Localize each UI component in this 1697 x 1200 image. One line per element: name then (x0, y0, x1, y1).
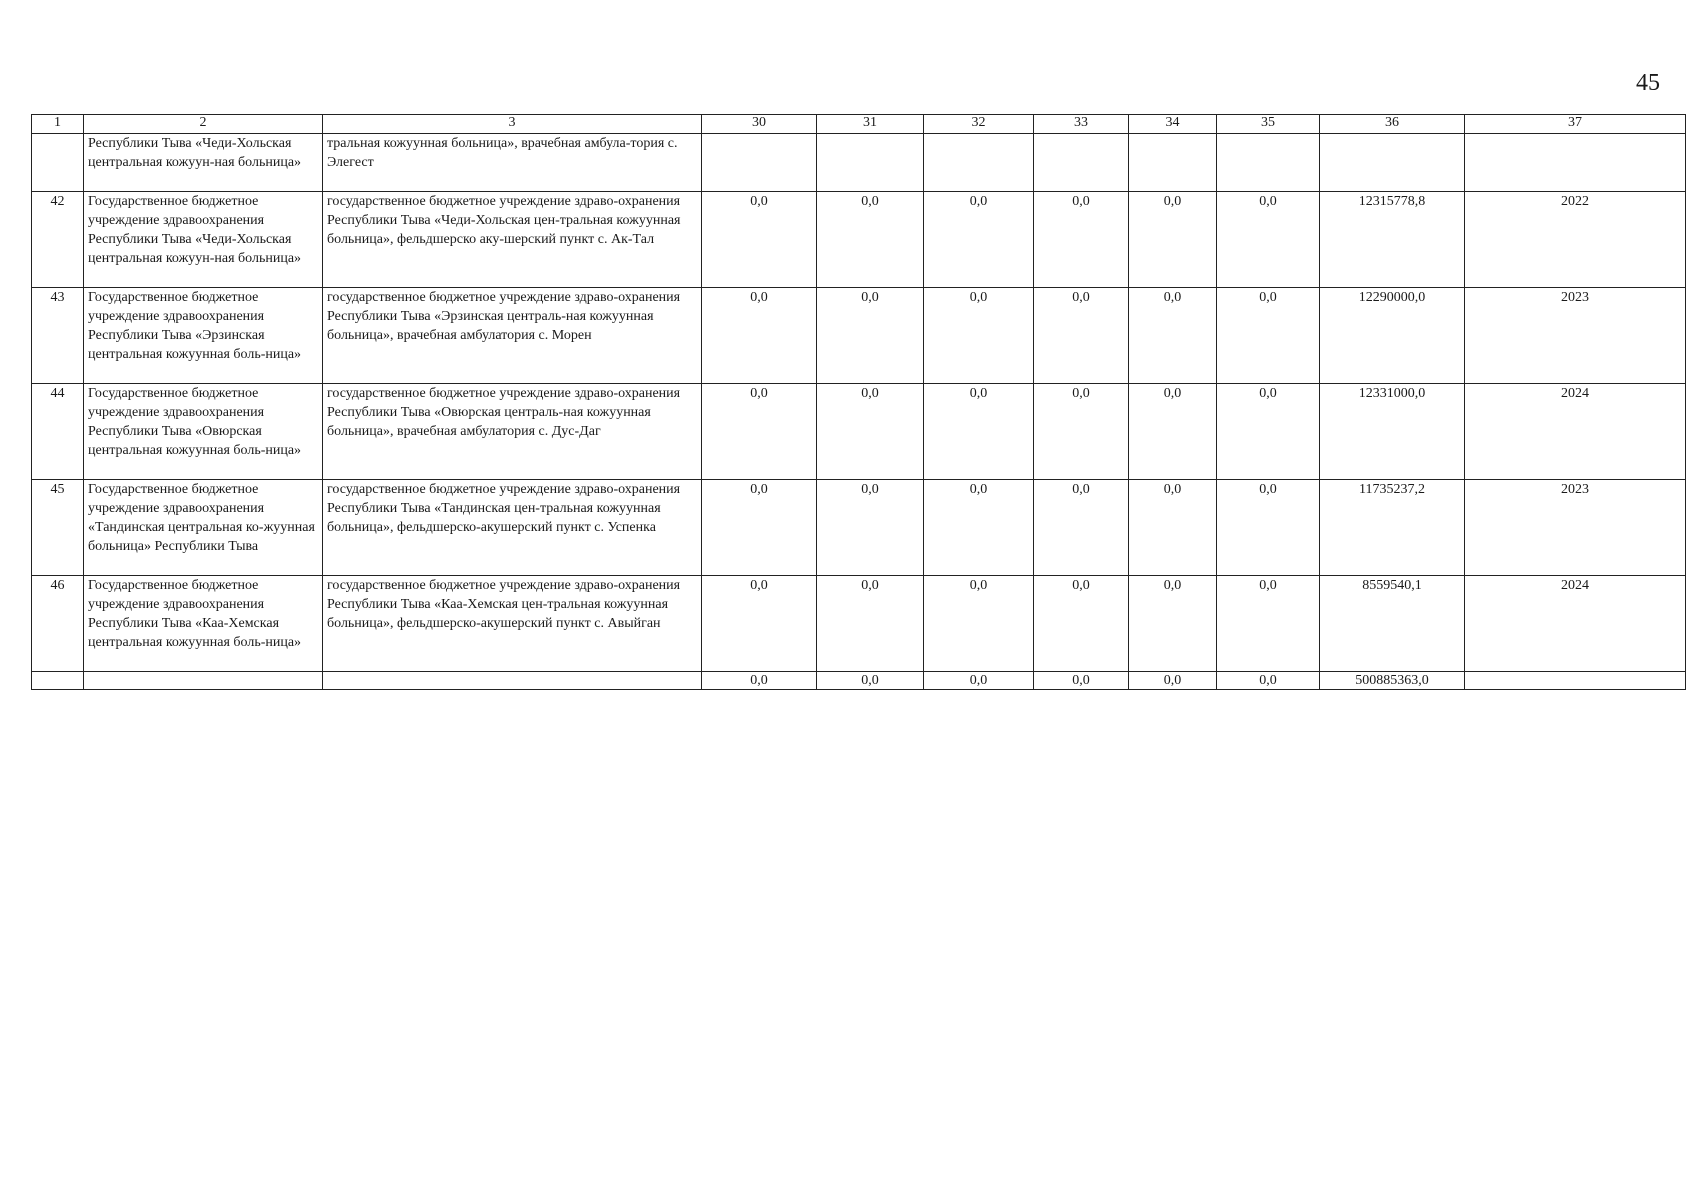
value-cell-col-33: 0,0 (1034, 192, 1129, 288)
value-cell-col-32: 0,0 (924, 480, 1034, 576)
value-cell-col-36: 500885363,0 (1320, 672, 1465, 690)
value-cell-col-30: 0,0 (702, 192, 817, 288)
value-cell-col-35: 0,0 (1217, 576, 1320, 672)
value-cell-col-33: 0,0 (1034, 480, 1129, 576)
value-cell-col-30: 0,0 (702, 288, 817, 384)
value-cell-col-32: 0,0 (924, 192, 1034, 288)
value-cell-col-30: 0,0 (702, 672, 817, 690)
facility-description (323, 672, 702, 690)
facility-description: государственное бюджетное учреждение здраво-охранения Республики Тыва «Чеди-Хольская цен-тральная кожуунная больница», фельдшерско аку-шерский пункт с. Ак-Тал (323, 192, 702, 288)
value-cell-col-31: 0,0 (817, 576, 924, 672)
value-cell-col-34: 0,0 (1129, 576, 1217, 672)
facility-description: государственное бюджетное учреждение здраво-охранения Республики Тыва «Овюрская централь-ная кожуунная больница», врачебная амбулатория с. Дус-Даг (323, 384, 702, 480)
value-cell-col-33: 0,0 (1034, 384, 1129, 480)
data-table (31, 114, 1686, 690)
institution-name: Государственное бюджетное учреждение здравоохранения Республики Тыва «Эрзинская центральная кожуунная боль-ница» (84, 288, 323, 384)
column-header-35: 35 (1217, 115, 1320, 134)
row-number: 45 (32, 480, 84, 576)
facility-description: государственное бюджетное учреждение здраво-охранения Республики Тыва «Эрзинская централь-ная кожуунная больница», врачебная амбулатория с. Морен (323, 288, 702, 384)
institution-name: Государственное бюджетное учреждение здравоохранения Республики Тыва «Овюрская центральная кожуунная боль-ница» (84, 384, 323, 480)
value-cell-col-36: 12315778,8 (1320, 192, 1465, 288)
facility-description: тральная кожуунная больница», врачебная амбула-тория с. Элегест (323, 134, 702, 192)
table-row (32, 134, 1686, 192)
table-row (32, 576, 1686, 672)
value-cell-col-35: 0,0 (1217, 288, 1320, 384)
value-cell-col-35: 0,0 (1217, 384, 1320, 480)
institution-name: Государственное бюджетное учреждение здравоохранения Республики Тыва «Чеди-Хольская центральная кожуун-ная больница» (84, 192, 323, 288)
value-cell-col-34 (1129, 134, 1217, 192)
value-cell-col-33: 0,0 (1034, 288, 1129, 384)
value-cell-col-30 (702, 134, 817, 192)
total-row (32, 672, 1686, 690)
value-cell-col-33: 0,0 (1034, 672, 1129, 690)
column-header-30: 30 (702, 115, 817, 134)
value-cell-col-32: 0,0 (924, 384, 1034, 480)
column-header-2: 2 (84, 115, 323, 134)
institution-name (84, 672, 323, 690)
value-cell-col-36: 12290000,0 (1320, 288, 1465, 384)
value-cell-col-34: 0,0 (1129, 288, 1217, 384)
column-header-37: 37 (1465, 115, 1686, 134)
row-number (32, 134, 84, 192)
row-number: 46 (32, 576, 84, 672)
table-row (32, 288, 1686, 384)
value-cell-col-37: 2024 (1465, 576, 1686, 672)
column-header-34: 34 (1129, 115, 1217, 134)
value-cell-col-34: 0,0 (1129, 480, 1217, 576)
facility-description: государственное бюджетное учреждение здраво-охранения Республики Тыва «Тандинская цен-тральная кожуунная больница», фельдшерско-акушерский пункт с. Успенка (323, 480, 702, 576)
value-cell-col-37: 2024 (1465, 384, 1686, 480)
row-number (32, 672, 84, 690)
value-cell-col-32 (924, 134, 1034, 192)
table-row (32, 192, 1686, 288)
column-header-33: 33 (1034, 115, 1129, 134)
value-cell-col-37 (1465, 672, 1686, 690)
row-number: 44 (32, 384, 84, 480)
value-cell-col-30: 0,0 (702, 576, 817, 672)
column-header-1: 1 (32, 115, 84, 134)
value-cell-col-36 (1320, 134, 1465, 192)
institution-name: Республики Тыва «Чеди-Хольская центральная кожуун-ная больница» (84, 134, 323, 192)
value-cell-col-34: 0,0 (1129, 192, 1217, 288)
column-header-row (32, 115, 1686, 134)
institution-name: Государственное бюджетное учреждение здравоохранения «Тандинская центральная ко-жуунная больница» Республики Тыва (84, 480, 323, 576)
value-cell-col-32: 0,0 (924, 288, 1034, 384)
value-cell-col-31: 0,0 (817, 480, 924, 576)
value-cell-col-35: 0,0 (1217, 192, 1320, 288)
value-cell-col-30: 0,0 (702, 384, 817, 480)
value-cell-col-36: 12331000,0 (1320, 384, 1465, 480)
page-number: 45 (1636, 70, 1660, 96)
facility-description: государственное бюджетное учреждение здраво-охранения Республики Тыва «Каа-Хемская цен-тральная кожуунная больница», фельдшерско-акушерский пункт с. Авыйган (323, 576, 702, 672)
value-cell-col-30: 0,0 (702, 480, 817, 576)
value-cell-col-35: 0,0 (1217, 672, 1320, 690)
value-cell-col-31 (817, 134, 924, 192)
value-cell-col-35 (1217, 134, 1320, 192)
column-header-3: 3 (323, 115, 702, 134)
value-cell-col-35: 0,0 (1217, 480, 1320, 576)
value-cell-col-36: 11735237,2 (1320, 480, 1465, 576)
column-header-31: 31 (817, 115, 924, 134)
value-cell-col-36: 8559540,1 (1320, 576, 1465, 672)
value-cell-col-33 (1034, 134, 1129, 192)
row-number: 42 (32, 192, 84, 288)
value-cell-col-33: 0,0 (1034, 576, 1129, 672)
value-cell-col-32: 0,0 (924, 576, 1034, 672)
table-row (32, 384, 1686, 480)
value-cell-col-37 (1465, 134, 1686, 192)
value-cell-col-31: 0,0 (817, 672, 924, 690)
table-body (32, 134, 1686, 690)
value-cell-col-34: 0,0 (1129, 672, 1217, 690)
value-cell-col-34: 0,0 (1129, 384, 1217, 480)
column-header-32: 32 (924, 115, 1034, 134)
institution-name: Государственное бюджетное учреждение здравоохранения Республики Тыва «Каа-Хемская центральная кожуунная боль-ница» (84, 576, 323, 672)
value-cell-col-31: 0,0 (817, 192, 924, 288)
column-header-36: 36 (1320, 115, 1465, 134)
value-cell-col-32: 0,0 (924, 672, 1034, 690)
value-cell-col-37: 2023 (1465, 480, 1686, 576)
value-cell-col-37: 2023 (1465, 288, 1686, 384)
value-cell-col-37: 2022 (1465, 192, 1686, 288)
table-row (32, 480, 1686, 576)
value-cell-col-31: 0,0 (817, 384, 924, 480)
value-cell-col-31: 0,0 (817, 288, 924, 384)
row-number: 43 (32, 288, 84, 384)
